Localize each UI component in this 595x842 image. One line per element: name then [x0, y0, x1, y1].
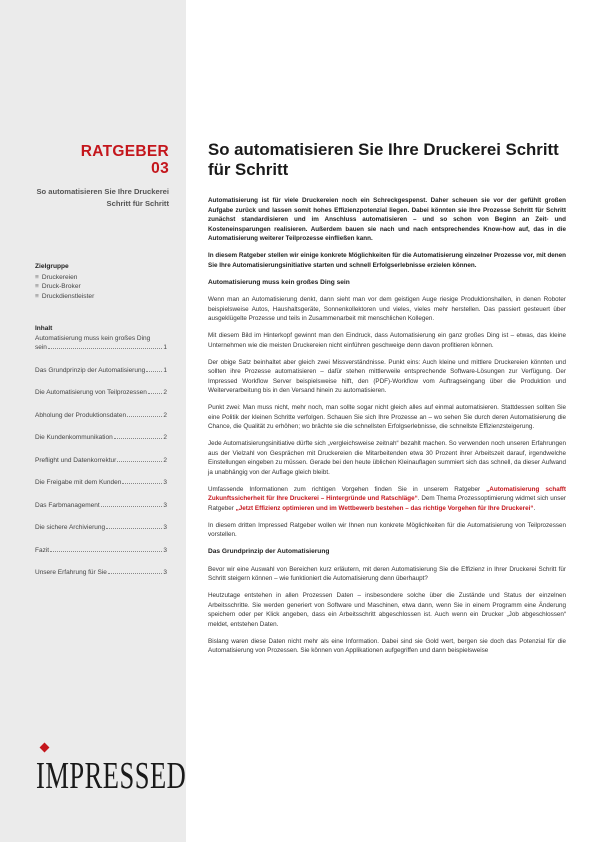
toc-dots [106, 528, 162, 529]
toc-entry[interactable] [35, 456, 167, 466]
toc-entry-text-line: Automatisierung muss kein großes Ding [35, 334, 151, 342]
toc-entry[interactable] [35, 568, 167, 578]
toc-entry-page: 1 [163, 366, 167, 374]
toc-entry-text: Die sichere Archivierung [35, 524, 106, 531]
paragraph: Punkt zwei: Man muss nicht, mehr noch, man sollte sogar nicht gleich alles auf einmal automatisieren. Stattdessen sollten Sie eine Politik der kleinen Schritte verfolgen. Schauen Sie sich Ihre Prozesse an – wo sehen Sie durch deren Automatisierung die Chance, die Qualität zu erhöhen; wo brächte sie die schnellsten Erfolgserlebnisse, die schnellste Effizienzsteigerung. [208, 404, 566, 430]
toc-entry[interactable] [35, 523, 167, 533]
guide-link-efficiency[interactable]: „Jetzt Effizienz optimieren und im Wettbewerb bestehen – das richtige Vorgehen für Ihre Druckerei“ [235, 504, 534, 512]
target-group-item: ≡ Druckereien [35, 273, 170, 283]
section-heading: Das Grundprinzip der Automatisierung [208, 548, 330, 555]
paragraph: Wenn man an Automatisierung denkt, dann sieht man vor dem geistigen Auge riesige Produktionshallen, in denen Roboter beispielsweise Autos, Haushaltsgeräte, Sonnenkollektoren und vieles, vieles mehr herstellen. Das passiert gesteuert über ausgeklügelte Prozesse und teils in Zusammenarbeit mit menschlichen Kollegen. [208, 296, 566, 322]
guide-label-title: RATGEBER [80, 143, 169, 160]
toc-dots [122, 483, 162, 484]
intro-paragraph: Automatisierung ist für viele Druckereien noch ein Schreckgespenst. Daher scheuen sie vor der gefühlt großen Aufgabe zurück und lassen somit hohes Effizienzpotenzial liegen. Dabei könnten sie Ihre Prozesse Schritt für Schritt zunächst standardisieren und im Anschluss automatisieren – und so schon von Beginn an Zeit- und Kosteneinsparungen realisieren. Außerdem bauen sie nach und nach entsprechendes Know-how auf, das in die Automatisierung weiterer Teilprozesse einfließen kann. [208, 197, 566, 242]
toc-entry-text: Fazit [35, 546, 50, 554]
paragraph: In diesem dritten Impressed Ratgeber wollen wir Ihnen nun konkrete Möglichkeiten für die Automatisierung von Teilprozessen vorstellen. [208, 521, 566, 538]
toc-dots [101, 506, 163, 507]
guide-label-number: 03 [151, 160, 169, 177]
guide-subtitle: So automatisieren Sie Ihre Druckerei Schritt für Schritt [36, 187, 169, 208]
target-group-item: ≡ Druck-Broker [35, 282, 170, 292]
paragraph-text: . Dem Thema Prozessoptimierung widmet sich unser Ratgeber [208, 495, 566, 512]
toc-dots [114, 438, 163, 439]
guide-label [81, 143, 169, 177]
toc-entry[interactable] [35, 411, 167, 421]
paragraph: Bislang waren diese Daten nicht mehr als eine Information. Dabei sind sie Gold wert, bergen sie doch das Potenzial für die Automatisierung von Prozessen. Sie können von Applikationen aufgegriffen und dann beispielsweise [208, 637, 566, 654]
section-heading: Automatisierung muss kein großes Ding sein [208, 278, 350, 286]
toc-entry-page: 3 [163, 479, 167, 486]
toc-entry-text: Unsere Erfahrung für Sie [35, 569, 107, 576]
toc-entry[interactable] [35, 546, 167, 556]
toc-entry-text: Das Grundprinzip der Automatisierung [35, 366, 146, 374]
toc-entry-page: 3 [163, 501, 167, 509]
toc-entry-page: 2 [163, 456, 167, 464]
toc-entry-page: 3 [163, 569, 167, 576]
paragraph: Heutzutage entstehen in allen Prozessen Daten – insbesondere solche über die Zustände und Status der einzelnen Arbeitsschritte. Sie werden generiert von Software und Maschinen, etwa dann, wenn Sie in einem Programm eine Änderung speichern oder per Klick angeben, dass ein Arbeitsschritt abgeschlossen ist. Auch wenn ein Drucker „Job abgeschlossen“ meldet, entstehen Daten. [208, 592, 566, 628]
paragraph-with-links [208, 485, 566, 514]
toc-dots [50, 551, 162, 552]
guide-link-automation[interactable]: „Automatisierung schafft Zukunftssicherheit für Ihre Druckerei – Hintergründe und Ratschläge“ [208, 485, 566, 502]
toc-dots [146, 371, 162, 372]
toc-entry-text: Preflight und Datenkorrektur [35, 456, 117, 464]
toc-entry[interactable] [35, 478, 167, 488]
toc-entry-automation[interactable] [35, 334, 167, 353]
toc-dots [117, 461, 162, 462]
paragraph-text: Umfassende Informationen zum richtigen Vorgehen finden Sie in unserem Ratgeber [208, 485, 487, 493]
toc-entry-text: Die Freigabe mit dem Kunden [35, 479, 122, 486]
toc-entry-text: sein [35, 344, 47, 351]
toc-entry-line [35, 343, 167, 353]
paragraph: Mit diesem Bild im Hinterkopf gewinnt man den Eindruck, dass Automatisierung ein ganz großes Ding ist – etwas, das kleine Unternehmen wie die meisten Druckereien nicht einführen geschweige denn davon profitieren können. [208, 332, 566, 349]
impressed-logo [36, 744, 187, 800]
page-title: So automatisieren Sie Ihre Druckerei Schritt für Schritt [208, 140, 559, 179]
toc-dots [148, 393, 162, 394]
article-body [208, 196, 566, 663]
paragraph-text: . [533, 504, 536, 512]
paragraph: Der obige Satz beinhaltet aber gleich zwei Missverständnisse. Punkt eins: Auch kleine und mittlere Druckereien könnten und sollten ihre Prozesse automatisieren – dafür stehen mittlerweile entsprechende Software-Lösungen zur Verfügung. Der Impressed Workflow Server beispielsweise hilft, den (PDF)-Workflow vom Auftragseingang über die Produktion und Weiterverarbeitung bis in den Versand hinein zu automatisieren. [208, 358, 566, 394]
target-group-item: ≡ Druckdienstleister [35, 292, 170, 302]
toc-dots [127, 416, 162, 417]
toc-entry-text: Das Farbmanagement [35, 501, 100, 509]
paragraph: Bevor wir eine Auswahl von Bereichen kurz erläutern, mit deren Automatisierung Sie die Effizienz in Ihrer Druckerei Schritt für Schritt steigern können – wie funktioniert die Automatisierung denn überhaupt? [208, 565, 566, 582]
sidebar [0, 0, 186, 842]
toc-entry-page: 2 [163, 389, 167, 396]
toc-entry-text: Die Kundenkommunikation [35, 434, 113, 441]
target-group-title: Zielgruppe [35, 263, 69, 270]
logo-diamond-icon [40, 743, 50, 753]
table-of-contents [35, 324, 167, 591]
toc-entry[interactable] [35, 388, 167, 398]
toc-title: Inhalt [35, 325, 53, 332]
toc-entry[interactable] [35, 366, 167, 376]
toc-entry-text: Die Automatisierung von Teilprozessen [35, 389, 147, 396]
paragraph: Jede Automatisierungsinitiative dürfte sich „vergleichsweise zeitnah“ bezahlt machen. So verwenden noch unseren Erfahrungen aus der Vielzahl von Gesprächen mit Druckereien die Mitarbeitenden etwa 30 Prozent ihrer Arbeitszeit darauf, irgendwelche Einstellungen eingeben zu müssen. Gerade bei den heute üblichen Kleinauflagen summiert sich das schnell, da dieser Aufwand ja unabhängig von der Auflage gleich bleibt. [208, 440, 566, 476]
intro-paragraph-2: In diesem Ratgeber stellen wir einige konkrete Möglichkeiten für die Automatisierung einzelner Prozesse vor, mit denen Sie Ihre Automatisierungsinitiative starten und schnell Erfolgserlebnisse erzielen können. [208, 252, 566, 269]
toc-entry-page: 2 [163, 411, 167, 419]
toc-entry-page: 2 [163, 434, 167, 441]
toc-entry[interactable] [35, 501, 167, 511]
toc-dots [108, 573, 162, 574]
toc-entry-text: Abholung der Produktionsdaten [35, 411, 127, 419]
toc-entry-page: 1 [163, 344, 167, 351]
toc-entry-page: 3 [163, 546, 167, 554]
toc-entry-page: 3 [163, 524, 167, 531]
target-group [35, 262, 170, 301]
toc-dots [48, 348, 162, 349]
toc-entry[interactable] [35, 433, 167, 443]
logo-text: IMPRESSED [36, 753, 187, 797]
